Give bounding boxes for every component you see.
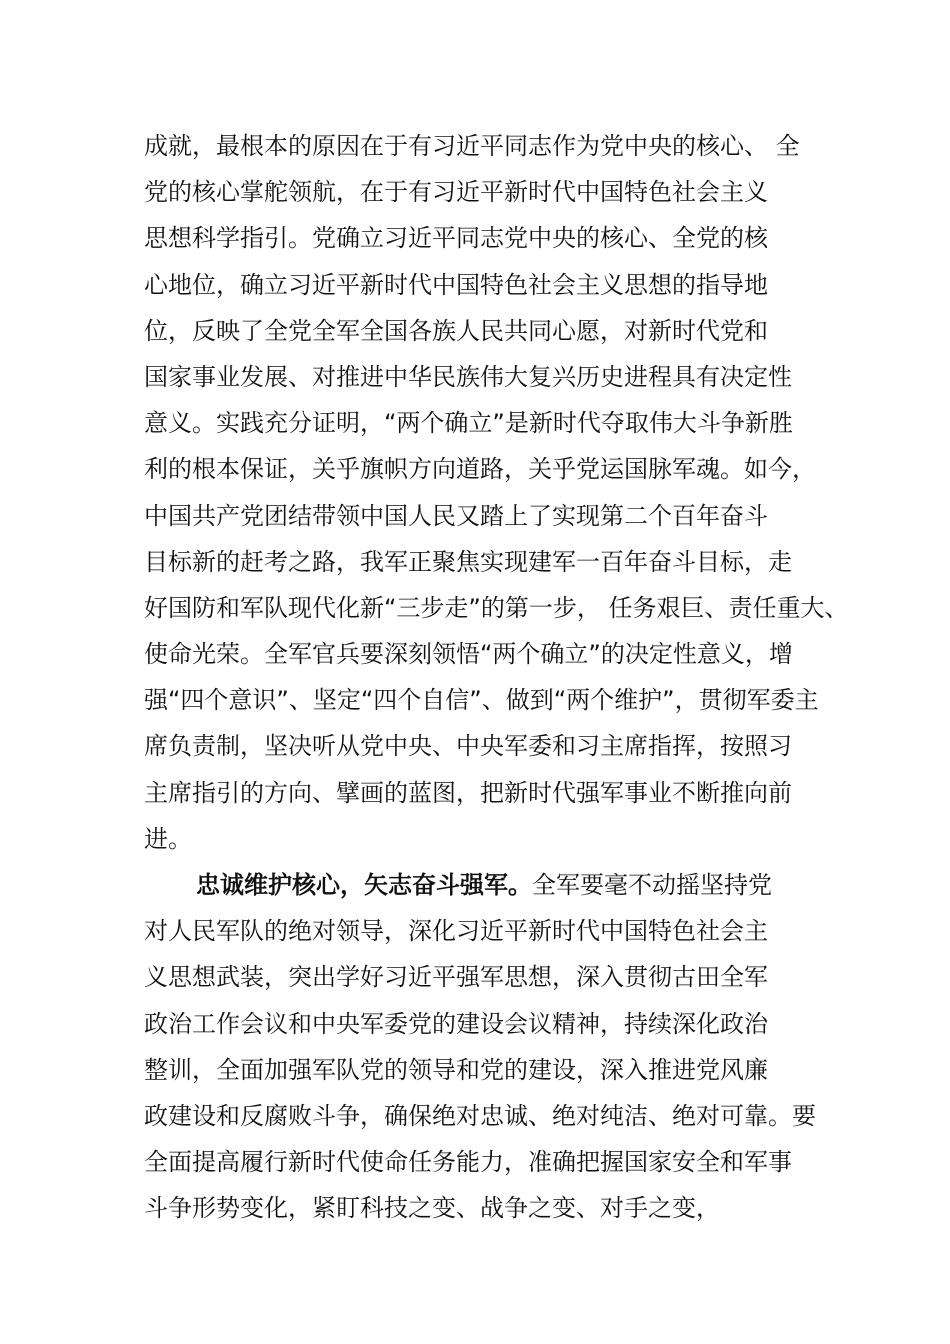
text-line: 目标新的赶考之路，我军正聚焦实现建军一百年奋斗目标，走 xyxy=(144,547,792,576)
text-line: 强“四个意识”、坚定“四个自信”、做到“两个维护”，贯彻军委主 xyxy=(144,686,819,715)
text-line: 斗争形势变化，紧盯科技之变、战争之变、对手之变， xyxy=(144,1194,720,1223)
text-line: 政建设和反腐败斗争，确保绝对忠诚、绝对纯洁、绝对可靠。要 xyxy=(144,1101,816,1130)
body-text xyxy=(144,123,849,1232)
text-line: 全面提高履行新时代使命任务能力，准确把握国家安全和军事 xyxy=(144,1148,792,1177)
text-line: 义思想武装，突出学好习近平强军思想，深入贯彻古田全军 xyxy=(144,963,768,992)
text-line: 思想科学指引。党确立习近平同志党中央的核心、全党的核 xyxy=(144,224,768,253)
text-line: 政治工作会议和中央军委党的建设会议精神，持续深化政治 xyxy=(144,1009,768,1038)
text-line: 成就，最根本的原因在于有习近平同志作为党中央的核心、 全 xyxy=(144,132,800,160)
text-line: 主席指引的方向、擘画的蓝图，把新时代强军事业不断推向前 xyxy=(144,778,792,807)
text-line: 意义。实践充分证明，“两个确立”是新时代夺取伟大斗争新胜 xyxy=(144,409,793,438)
text-line: 席负责制，坚决听从党中央、中央军委和习主席指挥，按照习 xyxy=(144,732,792,761)
paragraph-heading: 忠诚维护核心，矢志奋斗强军。 xyxy=(196,871,532,899)
paragraph-first-line xyxy=(144,862,844,908)
text-line: 利的根本保证，关乎旗帜方向道路，关乎党运国脉军魂。如今， xyxy=(144,455,816,484)
text-line: 位，反映了全党全军全国各族人民共同心愿，对新时代党和 xyxy=(144,316,768,345)
text-line: 使命光荣。全军官兵要深刻领悟“两个确立”的决定性意义，增 xyxy=(144,640,793,669)
text-line: 国家事业发展、对推进中华民族伟大复兴历史进程具有决定性 xyxy=(144,362,792,391)
text-line: 中国共产党团结带领中国人民又踏上了实现第二个百年奋斗 xyxy=(144,501,768,530)
text-line: 心地位，确立习近平新时代中国特色社会主义思想的指导地 xyxy=(144,270,768,299)
text-line: 好国防和军队现代化新“三步走”的第一步， 任务艰巨、责任重大、 xyxy=(144,593,849,622)
text-line: 进。 xyxy=(144,824,192,853)
text-line: 对人民军队的绝对领导，深化习近平新时代中国特色社会主 xyxy=(144,917,768,946)
text-line: 党的核心掌舵领航，在于有习近平新时代中国特色社会主义 xyxy=(144,178,768,207)
text-line: 整训，全面加强军队党的领导和党的建设，深入推进党风廉 xyxy=(144,1055,768,1084)
paragraph-first-line-text: 全军要毫不动摇坚持党 xyxy=(532,871,772,899)
